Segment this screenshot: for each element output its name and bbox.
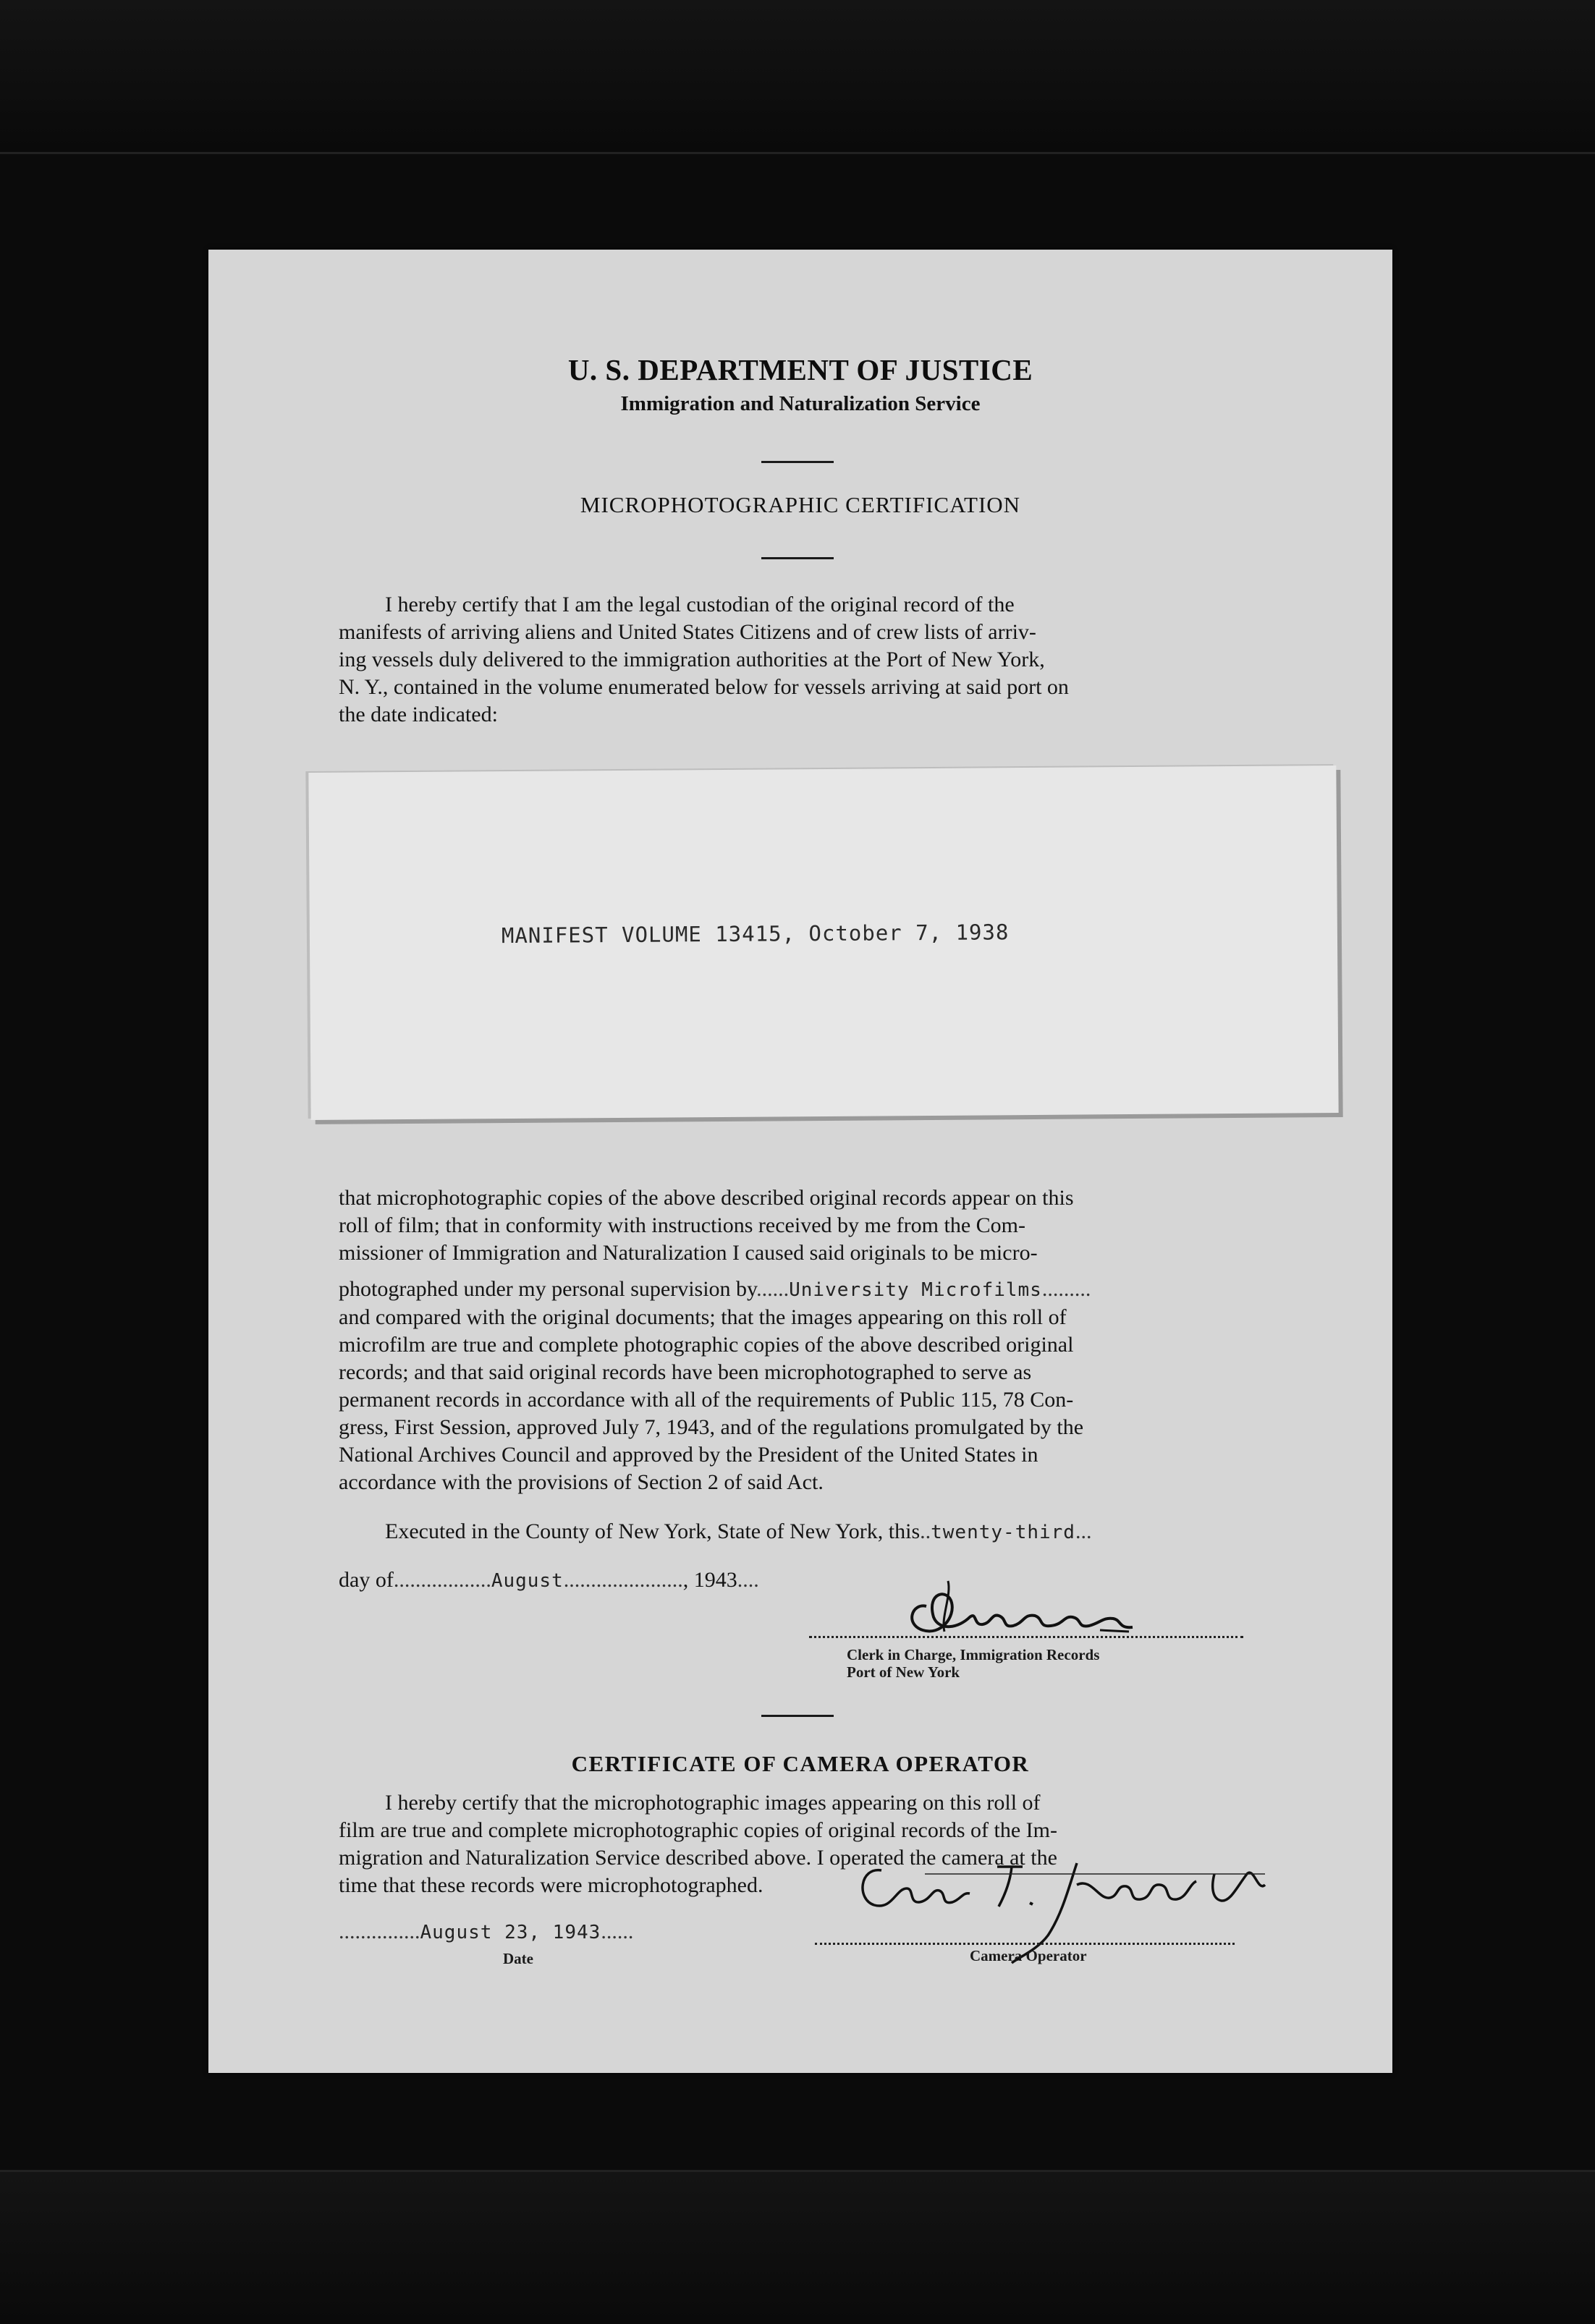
divider (761, 1715, 834, 1717)
executed-day: twenty-third (931, 1522, 1075, 1543)
camera-line: time that these records were microphotographed. (339, 1873, 763, 1897)
department-title: U. S. DEPARTMENT OF JUSTICE (567, 353, 1033, 386)
intro-paragraph (339, 591, 1265, 729)
intro-line: the date indicated: (339, 703, 498, 726)
supervisor-name: University Microfilms (789, 1279, 1042, 1301)
certification-heading: MICROPHOTOGRAPHIC CERTIFICATION (580, 492, 1021, 517)
camera-date-value: August 23, 1943 (420, 1922, 601, 1943)
camera-operator-signature-line (815, 1943, 1235, 1945)
body-line: roll of film; that in conformity with instructions received by me from the Com- (339, 1213, 1025, 1237)
day-of-line: day of..................August......................, 1943.... (339, 1568, 759, 1592)
body-paragraph (339, 1184, 1265, 1496)
intro-line: manifests of arriving aliens and United States Citizens and of crew lists of arriv- (339, 620, 1036, 644)
divider (761, 461, 834, 463)
camera-operator-label: Camera Operator (970, 1947, 1087, 1964)
date-label: Date (503, 1950, 533, 1967)
service-subtitle: Immigration and Naturalization Service (620, 392, 981, 415)
body-line: microfilm are true and complete photographic copies of the above described original (339, 1333, 1074, 1357)
month-value: August (491, 1570, 564, 1592)
manifest-volume-slip (308, 766, 1338, 1120)
intro-line: I hereby certify that I am the legal custodian of the original record of the (385, 593, 1015, 616)
camera-line: film are true and complete microphotographic copies of original records of the Im- (339, 1818, 1057, 1842)
body-line: that microphotographic copies of the above described original records appear on this (339, 1186, 1074, 1210)
intro-line: ing vessels duly delivered to the immigration authorities at the Port of New York, (339, 648, 1045, 671)
body-line: permanent records in accordance with all of the requirements of Public 115, 78 Con- (339, 1388, 1074, 1412)
manifest-volume-text: MANIFEST VOLUME 13415, October 7, 1938 (501, 920, 1010, 949)
camera-line: I hereby certify that the microphotographic images appearing on this roll of (385, 1791, 1041, 1815)
clerk-title: Clerk in Charge, Immigration Records Port of New York (847, 1646, 1100, 1681)
camera-heading: CERTIFICATE OF CAMERA OPERATOR (571, 1751, 1030, 1776)
supervision-line: photographed under my personal supervision by......University Microfilms......... (339, 1277, 1091, 1301)
intro-line: N. Y., contained in the volume enumerated below for vessels arriving at said port on (339, 675, 1069, 699)
body-line: accordance with the provisions of Section 2 of said Act. (339, 1470, 824, 1494)
body-line: and compared with the original documents; that the images appearing on this roll of (339, 1305, 1067, 1329)
camera-line: migration and Naturalization Service described above. I operated the camera at the (339, 1846, 1057, 1870)
body-line: National Archives Council and approved by the President of the United States in (339, 1443, 1038, 1467)
body-line: records; and that said original records have been microphotographed to serve as (339, 1360, 1032, 1384)
camera-date-line: ...............August 23, 1943...... (339, 1920, 634, 1943)
body-line: missioner of Immigration and Naturalization I caused said originals to be micro- (339, 1241, 1038, 1265)
divider (761, 557, 834, 559)
clerk-signature-line (809, 1636, 1243, 1638)
body-line: gress, First Session, approved July 7, 1943, and of the regulations promulgated by the (339, 1415, 1084, 1439)
certificate-sheet (208, 250, 1392, 2073)
executed-line: Executed in the County of New York, State of New York, this..twenty-third... (385, 1519, 1092, 1543)
film-border-bottom (0, 2170, 1595, 2324)
film-border-top (0, 0, 1595, 154)
